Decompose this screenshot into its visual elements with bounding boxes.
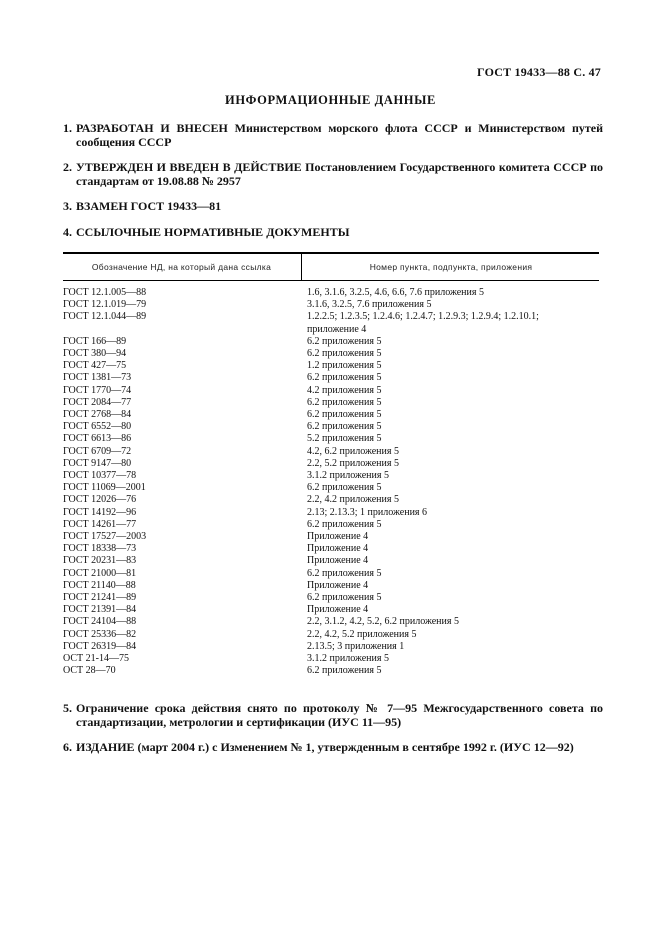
document-designation: ГОСТ 11069—2001: [63, 482, 146, 494]
document-designation: ОСТ 21-14—75: [63, 653, 129, 665]
document-designation: ГОСТ 21000—81: [63, 567, 137, 579]
table-row: [63, 360, 599, 372]
item-number: 3.: [63, 199, 72, 213]
clause-reference: [307, 458, 599, 470]
page-title: ИНФОРМАЦИОННЫЕ ДАННЫЕ: [225, 93, 436, 107]
info-item-5: [63, 701, 603, 729]
clause-reference-line: 6.2 приложения 5: [307, 348, 382, 359]
item-text: РАЗРАБОТАН И ВНЕСЕН Министерством морского флота СССР и Министерством путей сообщения СССР: [76, 121, 603, 149]
item-text: ИЗДАНИЕ (март 2004 г.) с Изменением № 1, утвержденным в сентябре 1992 г. (ИУС 12—92): [76, 740, 574, 754]
page-header: ГОСТ 19433—88 С. 47: [477, 65, 601, 79]
clause-reference-line: 6.2 приложения 5: [307, 421, 382, 433]
table-row: [63, 421, 599, 433]
clause-reference: [307, 421, 599, 433]
table-row: [63, 580, 599, 592]
clause-reference-line: 2.2, 4.2, 5.2 приложения 5: [307, 628, 417, 640]
clause-reference: [307, 604, 599, 616]
table-row: [63, 604, 599, 616]
document-designation: ГОСТ 14261—77: [63, 518, 137, 530]
reference-documents-table: [63, 252, 599, 677]
clause-reference-line: Приложение 4: [307, 579, 369, 591]
table-row: [63, 409, 599, 421]
document-designation: ГОСТ 1770—74: [63, 384, 132, 396]
item-number: 4.: [63, 225, 72, 239]
clause-reference-line: Приложение 4: [307, 543, 369, 555]
clause-reference: [307, 446, 599, 458]
clause-reference: [307, 555, 599, 567]
table-row: [63, 568, 599, 580]
table-row: [63, 458, 599, 470]
clause-reference-line: Приложение 4: [307, 555, 369, 567]
document-designation: ГОСТ 166—89: [63, 335, 127, 347]
clause-reference: [307, 299, 599, 311]
document-designation: ГОСТ 25336—82: [63, 628, 137, 640]
clause-reference: [307, 385, 599, 397]
clause-reference: [307, 409, 599, 421]
table-row: [63, 653, 599, 665]
table-row: [63, 494, 599, 506]
clause-reference-line: 2.2, 3.1.2, 4.2, 5.2, 6.2 приложения 5: [307, 616, 459, 628]
column-header-document: Обозначение НД, на который дана ссылка: [91, 262, 272, 272]
document-designation: ГОСТ 1381—73: [63, 372, 132, 384]
table-row: [63, 592, 599, 604]
table-row: [63, 555, 599, 567]
clause-reference: [307, 397, 599, 409]
document-designation: ГОСТ 2768—84: [63, 409, 132, 421]
document-designation: ГОСТ 20231—83: [63, 555, 137, 567]
document-designation: ГОСТ 380—94: [63, 348, 127, 359]
table-row: [63, 348, 599, 360]
document-designation: ГОСТ 10377—78: [63, 470, 137, 482]
document-designation: ГОСТ 6613—86: [63, 433, 132, 445]
table-body: [63, 287, 599, 677]
table-row: [63, 531, 599, 543]
info-item-1: [63, 121, 603, 149]
clause-reference-line: 2.13.5; 3 приложения 1: [307, 640, 405, 652]
info-item-4: [63, 225, 603, 239]
clause-reference: [307, 568, 599, 580]
item-text: ССЫЛОЧНЫЕ НОРМАТИВНЫЕ ДОКУМЕНТЫ: [76, 225, 350, 239]
clause-reference: [307, 653, 599, 665]
table-row: [63, 665, 599, 677]
table-row: [63, 543, 599, 555]
clause-reference: [307, 360, 599, 372]
table-row: [63, 311, 599, 335]
info-item-6: [63, 740, 603, 754]
clause-reference-line: 2.2, 4.2 приложения 5: [307, 494, 399, 506]
clause-reference: [307, 494, 599, 506]
document-designation: ГОСТ 18338—73: [63, 543, 137, 555]
document-designation: ГОСТ 6552—80: [63, 421, 132, 433]
item-text: УТВЕРЖДЕН И ВВЕДЕН В ДЕЙСТВИЕ Постановлением Государственного комитета СССР по стандартам от 19.08.88 № 2957: [76, 160, 603, 188]
table-row: [63, 397, 599, 409]
clause-reference: [307, 592, 599, 604]
table-row: [63, 433, 599, 445]
table-row: [63, 372, 599, 384]
clause-reference-line: 6.2 приложения 5: [307, 592, 382, 604]
document-designation: ГОСТ 6709—72: [63, 445, 132, 457]
info-item-3: [63, 199, 603, 213]
info-item-2: [63, 160, 603, 188]
document-designation: ГОСТ 427—75: [63, 360, 127, 372]
table-row: [63, 507, 599, 519]
clause-reference-line: приложение 4: [307, 323, 367, 335]
clause-reference-line: 6.2 приложения 5: [307, 372, 382, 384]
clause-reference-line: 4.2 приложения 5: [307, 384, 382, 396]
document-designation: ГОСТ 12.1.044—89: [63, 311, 147, 323]
clause-reference-line: 1.6, 3.1.6, 3.2.5, 4.6, 6.6, 7.6 приложения 5: [307, 287, 484, 298]
document-designation: ГОСТ 17527—2003: [63, 531, 147, 543]
clause-reference: [307, 433, 599, 445]
clause-reference: [307, 482, 599, 494]
table-row: [63, 641, 599, 653]
clause-reference-line: 2.2, 5.2 приложения 5: [307, 457, 399, 469]
document-designation: ГОСТ 26319—84: [63, 640, 137, 652]
clause-reference: [307, 311, 599, 335]
clause-reference-line: 6.2 приложения 5: [307, 567, 382, 579]
item-number: 2.: [63, 160, 72, 174]
clause-reference: [307, 641, 599, 653]
table-header: [63, 252, 599, 281]
document-designation: ГОСТ 12.1.019—79: [63, 299, 147, 311]
clause-reference-line: 6.2 приложения 5: [307, 335, 382, 347]
clause-reference-line: 3.1.6, 3.2.5, 7.6 приложения 5: [307, 299, 432, 311]
clause-reference: [307, 348, 599, 360]
item-number: 6.: [63, 740, 72, 754]
item-number: 5.: [63, 701, 72, 715]
clause-reference-line: 6.2 приложения 5: [307, 518, 382, 530]
table-row: [63, 629, 599, 641]
table-row: [63, 470, 599, 482]
clause-reference: [307, 616, 599, 628]
clause-reference: [307, 665, 599, 677]
table-row: [63, 299, 599, 311]
table-row: [63, 482, 599, 494]
clause-reference-line: 3.1.2 приложения 5: [307, 470, 389, 482]
document-designation: ГОСТ 12.1.005—88: [63, 287, 147, 298]
clause-reference-line: 6.2 приложения 5: [307, 396, 382, 408]
clause-reference-line: 1.2 приложения 5: [307, 360, 382, 372]
document-designation: ГОСТ 21391—84: [63, 604, 137, 616]
clause-reference-line: 6.2 приложения 5: [307, 409, 382, 421]
document-designation: ГОСТ 21241—89: [63, 592, 137, 604]
clause-reference: [307, 543, 599, 555]
item-number: 1.: [63, 121, 72, 135]
clause-reference: [307, 470, 599, 482]
column-header-clause: Номер пункта, подпункта, приложения: [301, 254, 600, 280]
item-text: Ограничение срока действия снято по протоколу № 7—95 Межгосударственного совета по стандартизации, метрологии и сертификации (ИУС 11—95): [76, 701, 603, 729]
clause-reference: [307, 507, 599, 519]
clause-reference: [307, 580, 599, 592]
table-row: [63, 446, 599, 458]
clause-reference: [307, 372, 599, 384]
clause-reference-line: 5.2 приложения 5: [307, 433, 382, 445]
table-row: [63, 336, 599, 348]
clause-reference-line: 4.2, 6.2 приложения 5: [307, 445, 399, 457]
document-designation: ГОСТ 24104—88: [63, 616, 137, 628]
document-designation: ГОСТ 12026—76: [63, 494, 137, 506]
clause-reference: [307, 531, 599, 543]
clause-reference: [307, 287, 599, 299]
item-text: ВЗАМЕН ГОСТ 19433—81: [76, 199, 222, 213]
clause-reference: [307, 629, 599, 641]
clause-reference-line: Приложение 4: [307, 604, 369, 616]
table-row: [63, 385, 599, 397]
document-designation: ГОСТ 9147—80: [63, 457, 132, 469]
clause-reference-line: 6.2 приложения 5: [307, 665, 382, 677]
table-row: [63, 287, 599, 299]
table-row: [63, 616, 599, 628]
document-designation: ГОСТ 14192—96: [63, 506, 137, 518]
clause-reference-line: 6.2 приложения 5: [307, 482, 382, 494]
clause-reference: [307, 519, 599, 531]
document-designation: ГОСТ 21140—88: [63, 579, 136, 591]
clause-reference-line: 3.1.2 приложения 5: [307, 653, 389, 665]
clause-reference: [307, 336, 599, 348]
clause-reference-line: 2.13; 2.13.3; 1 приложения 6: [307, 506, 428, 518]
clause-reference-line: Приложение 4: [307, 531, 369, 543]
table-row: [63, 519, 599, 531]
document-designation: ОСТ 28—70: [63, 665, 116, 677]
document-designation: ГОСТ 2084—77: [63, 396, 132, 408]
clause-reference-line: 1.2.2.5; 1.2.3.5; 1.2.4.6; 1.2.4.7; 1.2.9.3; 1.2.9.4; 1.2.10.1;: [307, 311, 539, 323]
